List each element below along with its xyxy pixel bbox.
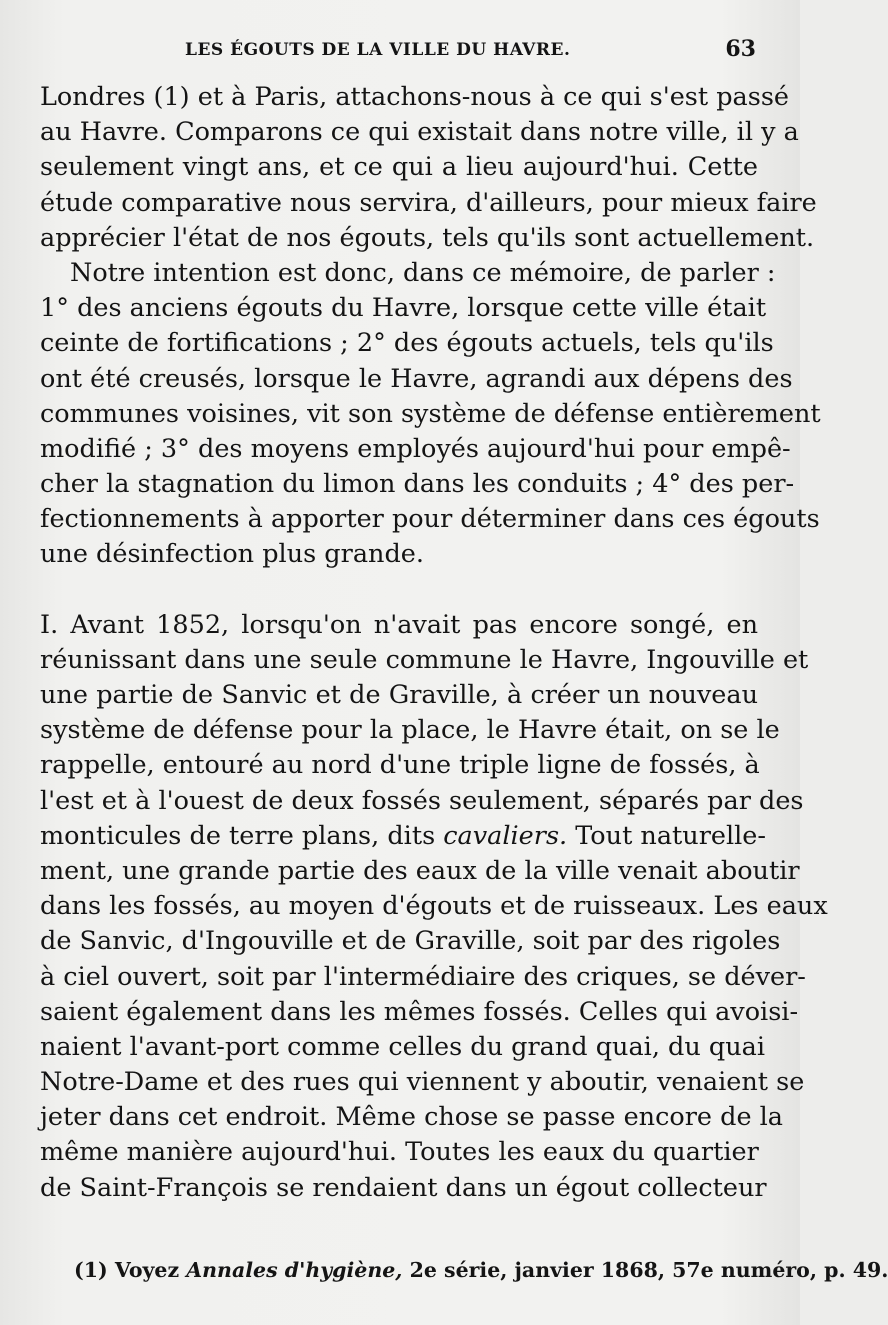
text-line bbox=[40, 819, 767, 854]
text-line: système de défense pour la place, le Havre était, on se le bbox=[40, 715, 780, 746]
text-line: au Havre. Comparons ce qui existait dans notre ville, il y a bbox=[40, 117, 799, 148]
text-segment: monticules de terre plans, dits bbox=[40, 820, 436, 851]
text-line: saient également dans les mêmes fossés. Celles qui avoisi- bbox=[40, 996, 799, 1027]
body-text bbox=[40, 80, 828, 1206]
text-segment: Tout naturelle- bbox=[575, 820, 767, 851]
running-title: LES ÉGOUTS DE LA VILLE DU HAVRE. bbox=[185, 40, 571, 60]
text-line: ont été creusés, lorsque le Havre, agrandi aux dépens des bbox=[40, 363, 793, 394]
text-line: dans les fossés, au moyen d'égouts et de ruisseaux. Les eaux bbox=[40, 891, 828, 922]
text-line: ment, une grande partie des eaux de la ville venait aboutir bbox=[40, 855, 800, 886]
text-line: I. Avant 1852, lorsqu'on n'avait pas encore songé, en bbox=[40, 609, 758, 640]
footnote bbox=[74, 1258, 888, 1282]
text-line: une partie de Sanvic et de Graville, à créer un nouveau bbox=[40, 680, 758, 710]
text-line: naient l'avant-port comme celles du grand quai, du quai bbox=[40, 1031, 765, 1062]
italic-term: cavaliers. bbox=[443, 820, 568, 851]
text-line: Londres (1) et à Paris, attachons-nous à ce qui s'est passé bbox=[40, 82, 790, 112]
text-line: de Saint-François se rendaient dans un égout collecteur bbox=[40, 1172, 767, 1203]
text-line: à ciel ouvert, soit par l'intermédiaire des criques, se déver- bbox=[40, 961, 806, 992]
text-line: réunissant dans une seule commune le Havre, Ingouville et bbox=[40, 644, 809, 675]
text-line: l'est et à l'ouest de deux fossés seulement, séparés par des bbox=[40, 785, 804, 816]
page-header bbox=[40, 36, 760, 70]
text-line: même manière aujourd'hui. Toutes les eaux du quartier bbox=[40, 1137, 759, 1168]
footnote-text: 2e série, janvier 1868, 57e numéro, p. 49. bbox=[409, 1258, 888, 1282]
footnote-text: Voyez bbox=[114, 1258, 180, 1282]
footnote-journal-title: Annales d'hygiène, bbox=[186, 1258, 403, 1282]
text-line: seulement vingt ans, et ce qui a lieu aujourd'hui. Cette bbox=[40, 152, 758, 183]
text-line: fectionnements à apporter pour déterminer dans ces égouts bbox=[40, 504, 820, 535]
text-line: étude comparative nous servira, d'ailleurs, pour mieux faire bbox=[40, 187, 817, 218]
text-line: rappelle, entouré au nord d'une triple ligne de fossés, à bbox=[40, 750, 760, 781]
text-line: Notre intention est donc, dans ce mémoire, de parler : bbox=[70, 257, 776, 288]
text-line: ceinte de fortifications ; 2° des égouts actuels, tels qu'ils bbox=[40, 328, 774, 359]
text-line: apprécier l'état de nos égouts, tels qu'ils sont actuellement. bbox=[40, 222, 815, 253]
page-number: 63 bbox=[725, 36, 756, 62]
text-line: communes voisines, vit son système de défense entièrement bbox=[40, 398, 821, 429]
footnote-marker: (1) bbox=[74, 1258, 108, 1282]
text-line: cher la stagnation du limon dans les conduits ; 4° des per- bbox=[40, 469, 795, 500]
text-line: jeter dans cet endroit. Même chose se passe encore de la bbox=[40, 1102, 783, 1133]
text-line: de Sanvic, d'Ingouville et de Graville, soit par des rigoles bbox=[40, 926, 781, 957]
text-line: modifié ; 3° des moyens employés aujourd'hui pour empê- bbox=[40, 433, 791, 464]
text-line: 1° des anciens égouts du Havre, lorsque cette ville était bbox=[40, 293, 767, 324]
section-gap bbox=[40, 573, 758, 608]
text-line: une désinfection plus grande. bbox=[40, 539, 424, 570]
text-line: Notre-Dame et des rues qui viennent y aboutir, venaient se bbox=[40, 1067, 805, 1098]
